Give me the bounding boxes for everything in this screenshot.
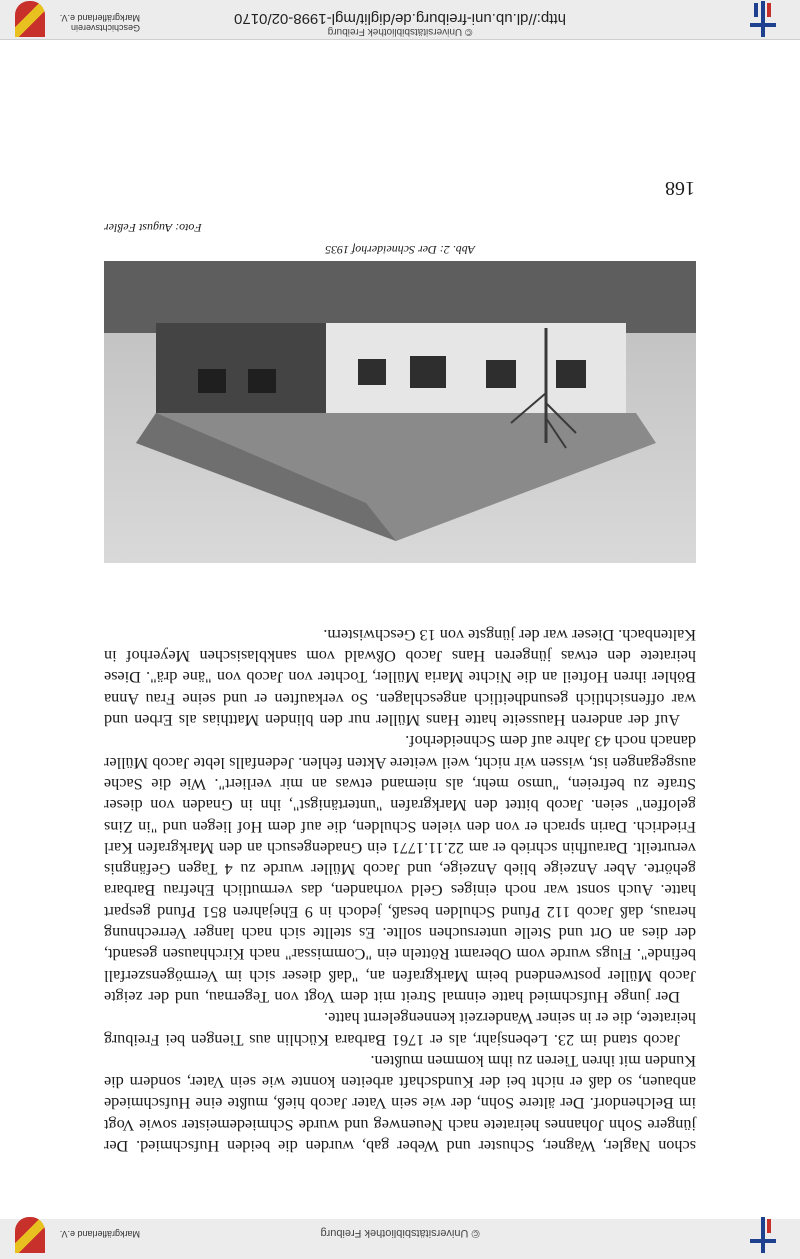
article-body [104, 624, 696, 1156]
paragraph-1: schon Nagler, Wagner, Schuster und Weber gab, wurden die beiden Hufschmied. Der jüngere Sohn Johannes heiratete nach Neuenweg und wurde Schmiedemeister sowie Vogt im Belchendorf. Der ältere Sohn, der wie sein Vater Jacob hieß, mußte eine Hufschmiede anbauen, so daß er nicht bei der Kundschaft arbeiten konnte wie sein Vater, sondern die Kunden mit ihren Tieren zu ihm kommen mußten. [104, 1051, 696, 1155]
society-line-2: Markgräflerland e.V. [59, 13, 140, 23]
header-credit: © Universitätsbibliothek Freiburg [327, 26, 473, 37]
society-crest-icon [15, 1, 45, 37]
header-url-link[interactable]: http://dl.ub.uni-freiburg.de/diglit/mgl-1998-02/0170 [234, 10, 566, 27]
paragraph-3: Der junge Hufschmied hatte einmal Streit mit dem Vogt von Tegernau, und der zeigte Jacob Müller postwendend beim Markgrafen an, "daß dieser sich im Vermögenszerfall befinde". Flugs wurde vom Oberamt Rötteln ein "Commissar" nach Kirchhausen gesandt, der dies an Ort und Stelle untersuchen sollte. Es stellte sich nach langer Verrechnung heraus, daß Jacob 112 Pfund Schulden besaß, jedoch in 9 Ehejahren 851 Pfund gespart hatte. Auch sonst war noch einiges Geld vorhanden, das vermutlich Ehefrau Barbara gehörte. Aber Anzeige blieb Anzeige, und Jacob Müller wurde zu 4 Tagen Gefängnis verurteilt. Daraufhin schrieb er am 22.11.1771 ein Gnadengesuch an den Markgrafen Karl Friedrich. Darin sprach er von den vielen Schulden, die auf dem Hof liegen und "in Zins geloffen" seien. Jacob bittet den Markgrafen "untertänigst", ihn in Gnaden von dieser Strafe zu befreien, "umso mehr, als niemand etwas an mir verliert". Wie die Sache ausgegangen ist, wissen wir nicht, weil weitere Akten fehlen. Jedenfalls lebte Jacob Müller danach noch 43 Jahre auf dem Schneiderhof. [104, 732, 696, 1006]
university-logo-icon [746, 1217, 780, 1253]
paragraph-4: Auf der anderen Hausseite hatte Hans Müller nur den blinden Matthias als Erben und war offensichtlich gesundheitlich angeschlagen. So verkauften er und seine Frau Anna Böhler ihren Hofteil an die Nichte Maria Müller, Tochter von Jacob von "äne drä". Diese heiratete den etwas jüngeren Hans Jacob Oßwald vom sankblasischen Meyerhof in Kaltenbach. Dieser war der jüngste von 13 Geschwistern. [104, 625, 696, 730]
footer-bar [0, 1219, 800, 1259]
header-society [60, 13, 140, 33]
figure-caption: Abb. 2: Der Schneiderhof 1935 [324, 243, 476, 257]
header-bar [0, 0, 800, 40]
society-line-1: Geschichtsverein [70, 23, 140, 33]
university-logo-icon [746, 1, 780, 37]
footer-society: Markgräflerland e.V. [59, 1229, 140, 1239]
footer-credit: © Universitätsbibliothek Freiburg [320, 1227, 480, 1239]
paragraph-2: Jacob stand im 23. Lebensjahr, als er 1761 Barbara Küchlin aus Tiengen bei Freiburg heiratete, die er in seiner Wanderzeit kennengelernt hatte. [104, 1009, 696, 1049]
figure-credit: Foto: August Feßler [104, 221, 202, 235]
page-number: 168 [665, 177, 695, 199]
society-crest-icon [15, 1217, 45, 1253]
farmhouse-photo [104, 261, 696, 563]
